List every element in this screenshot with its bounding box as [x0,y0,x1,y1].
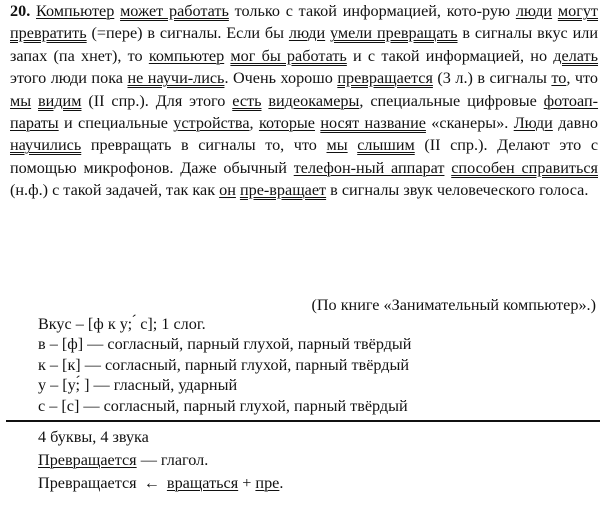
text-segment [31,92,38,110]
subject-word: он [219,181,236,200]
text-segment: . Очень хорошо [224,69,338,88]
predicate-word: способен справиться [451,158,598,177]
predicate-word: делать [553,46,599,65]
subject-word: устройства [173,114,250,133]
subject-word: то [551,69,567,88]
predicate-word: есть [232,91,262,110]
text-segment: (н.ф.) с такой задачей, так как [10,181,220,200]
exercise-text [10,2,598,199]
subject-word: Люди [513,114,553,133]
text-segment: и с такой информацией, но [346,46,554,65]
predicate-word: пре-вращает [239,181,327,200]
predicate-word: могут превратить [10,2,599,43]
base-word: вращаться [166,474,239,492]
subject-word: люди [515,2,553,20]
prefix: пре [255,474,280,492]
exercise-number: 20. [10,2,31,20]
phonetic-line: к – [к] — согласный, парный глухой, парный твёрдый [38,355,410,374]
predicate-word: не научи-лись [127,69,225,88]
part-of-speech: — глагол. [136,451,209,469]
subject-word: видеокамеры [268,91,360,110]
subject-word: фотоап-параты [10,91,599,133]
source-citation: (По книге «Занимательный компьютер».) [311,296,596,314]
derived-word: Превращается [38,474,137,492]
text-segment: «сканеры». [425,114,514,133]
text-segment: (3 л.) в сигналы [432,69,552,88]
text-segment: превращать в сигналы то, что [81,136,327,155]
text-segment: и специальные [58,114,174,133]
predicate-word: превращается [337,69,433,88]
text-segment: давно [552,114,599,133]
word-analysis [38,426,283,495]
text-segment: , [249,114,259,133]
predicate-word: умели превращать [330,24,458,43]
text-segment: (II спр.). Делают это с помощью микрофонов. Даже обычный [10,136,599,177]
predicate-word: носят название [320,114,426,133]
phonetic-line: у – [у;́ ] — гласный, ударный [38,376,238,395]
text-segment: , специальные цифровые [359,91,544,110]
text-segment: в сигналы звук человеческого голоса. [326,181,589,200]
phonetic-line: в – [ф] — согласный, парный глухой, парный твёрдый [38,335,412,354]
subject-word: телефон-ный аппарат [293,158,445,177]
morphemic-analysis [38,449,283,472]
text-segment: только с такой информацией, кото-рую [228,2,516,20]
text-segment: в сигналы вкус или запах (па хнет), то [10,24,598,65]
phonetic-analysis [38,314,411,416]
text-segment: (=пере) в сигналы. Если бы [86,24,289,43]
subject-word: которые [258,114,315,133]
arrow-left-icon: ← [143,474,160,492]
plus-sign: + [242,474,252,492]
text-segment: (II спр.). Для этого [81,91,233,110]
subject-word: компьютер [148,46,225,65]
derivation-analysis [38,472,283,495]
subject-word: мы [326,136,348,155]
text-segment [348,136,358,154]
divider-line [6,420,600,422]
phonetic-line: с – [с] — согласный, парный глухой, парный твёрдый [38,396,408,415]
predicate-word: слышим [357,136,415,155]
exercise-paragraph [10,0,598,202]
predicate-word: видим [38,91,82,110]
subject-word: мы [10,91,32,110]
final-period: . [279,474,284,492]
letters-sounds-count: 4 буквы, 4 звука [38,428,149,446]
predicate-word: научились [10,136,82,155]
subject-word: люди [288,24,326,43]
phonetic-header: Вкус – [ф к у; ́ с]; 1 слог. [38,315,206,333]
subject-word: Компьютер [36,2,115,20]
analyzed-word: Превращается [38,451,137,469]
text-segment: этого люди пока [10,69,128,88]
predicate-word: мог бы работать [230,46,347,65]
predicate-word: может работать [120,2,229,20]
text-segment: , что [566,69,598,88]
